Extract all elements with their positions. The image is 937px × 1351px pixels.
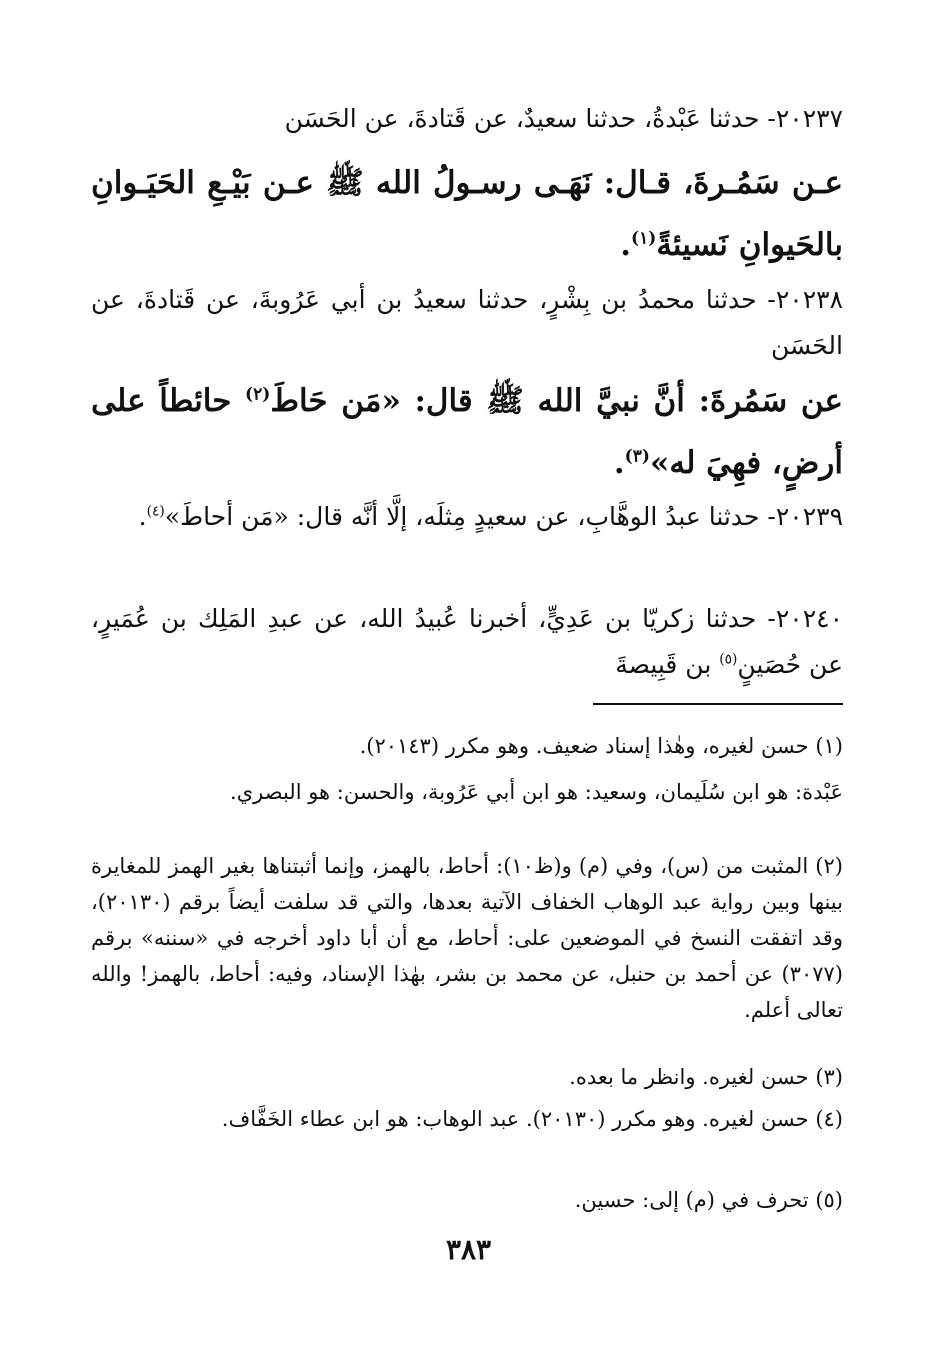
footnote-1-continuation: عَبْدة: هو ابن سُلَيمان، وسعيد: هو ابن أبي عَرُوبة، والحسن: هو البصري.	[230, 780, 843, 804]
footnote-ref[interactable]: (٥)	[719, 651, 738, 668]
footnote-separator	[593, 703, 843, 705]
footnote-3: (٣) حسن لغيره. وانظر ما بعده.	[569, 1065, 843, 1089]
footnote-2: (٢) المثبت من (س)، وفي (م) و(ظ١٠): أحاط، بالهمز، وإنما أثبتناها بغير الهمز للمغايرة بينها وبين رواية عبد الوهاب الخفاف الآتية بعدها، والتي قد سلفت أيضاً برقم (٢٠١٣٠)، وقد اتفقت النسخ في الموضعين على: أحاط، مع أن أبا داود أخرجه في «سننه» برقم (٣٠٧٧) عن أحمد بن حنبل، عن محمد بن بشر، بهٰذا الإسناد، وفيه: أحاط، بالهمز! والله تعالى أعلم.	[91, 854, 843, 1022]
matn-text: عن سَمُرةَ: أنَّ نبيَّ الله ﷺ قال: «مَن حَاطَ	[270, 383, 844, 419]
hadith-20239: ٢٠٢٣٩- حدثنا عبدُ الوهَّابِ، عن سعيدٍ مِثلَه، إلَّا أنَّه قال: «مَن أحاطَ»$^{(٤)}$.	[138, 502, 843, 531]
hadith-text: ٢٠٢٤٠- حدثنا زكريّا بن عَدِيٍّ، أخبرنا عُبيدُ الله، عن عبدِ المَلِك بن عُمَيرٍ، عن حُصَينٍ	[91, 604, 843, 679]
hadith-20240: ٢٠٢٤٠- حدثنا زكريّا بن عَدِيٍّ، أخبرنا عُبيدُ الله، عن عبدِ المَلِك بن عُمَيرٍ، عن حُصَينٍ$^{(٥)}$ بن قَبِيصةَ	[91, 604, 843, 679]
hadith-20237-matn: عـن سَمُـرةَ، قـال: نَهَـى رسـولُ الله ﷺ عـن بَيْـعِ الحَيَـوانِ بالحَيوانِ نَسيئةً$^{(١)}$.	[91, 165, 843, 263]
hadith-20238-chain	[91, 277, 843, 369]
footnote-4: (٤) حسن لغيره. وهو مكرر (٢٠١٣٠). عبد الوهاب: هو ابن عطاء الخَفَّاف.	[221, 1107, 843, 1131]
footnote-5: (٥) تحرف في (م) إلى: حسين.	[574, 1188, 843, 1212]
page-number: ٣٨٣	[445, 1233, 492, 1266]
hadith-text: ٢٠٢٣٩- حدثنا عبدُ الوهَّابِ، عن سعيدٍ مِثلَه، إلَّا أنَّه قال: «مَن أحاطَ»	[164, 502, 843, 531]
chain-text: ٢٠٢٣٧- حدثنا عَبْدةُ، حدثنا سعيدٌ، عن قَتادةَ، عن الحَسَن	[284, 104, 843, 133]
hadith-20237-chain	[91, 96, 843, 142]
footnote-ref[interactable]: (٤)	[146, 503, 165, 520]
chain-text: ٢٠٢٣٨- حدثنا محمدُ بن بِشْرٍ، حدثنا سعيدُ بن أبي عَرُوبةَ، عن قَتادةَ، عن الحَسَن	[91, 285, 843, 360]
footnote-1: (١) حسن لغيره، وهٰذا إسناد ضعيف. وهو مكرر (٢٠١٤٣).	[359, 734, 843, 758]
hadith-20238-matn: عن سَمُرةَ: أنَّ نبيَّ الله ﷺ قال: «مَن حَاطَ$^{(٢)}$ حائطاً على أرضٍ، فهِيَ له»$^{(٣)}$.	[91, 383, 844, 481]
footnote-ref[interactable]: (١)	[631, 228, 657, 249]
footnote-ref[interactable]: (٣)	[624, 446, 650, 467]
matn-text: عـن سَمُـرةَ، قـال: نَهَـى رسـولُ الله ﷺ عـن بَيْـعِ الحَيَـوانِ بالحَيوانِ نَسيئةً	[91, 165, 843, 263]
footnote-ref[interactable]: (٢)	[245, 384, 271, 405]
